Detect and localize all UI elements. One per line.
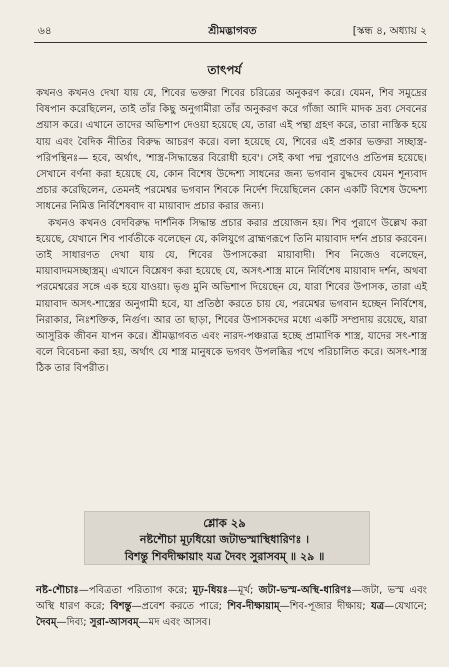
synonym-term: দৈবম্ [36,617,57,629]
synonym-term: নষ্ট-শৌচাঃ [36,585,79,596]
synonym-term: জটা-ভস্ম-অস্থি-ধারিণঃ [258,585,352,596]
synonym-term: সুরা-আসবম্ [89,617,139,629]
verse-label: শ্লোক ২৯ [203,516,246,530]
synonym-meaning: শিব-পূজার দীক্ষায়; [289,601,366,613]
synonym-term: শিব-দীক্ষায়াম্ [227,601,280,613]
verse-line-1: নষ্টশৌচা মূঢ়ধিয়ো জটাভস্মাস্থিধারিণঃ । [139,533,310,546]
synonym-meaning: মদ এবং আসব। [148,617,211,629]
synonym-meaning: জটা, ভস্ম এবং অস্থি ধারণ করে; [36,585,427,613]
page-number: ৬৪ [38,25,52,37]
chapter-reference: [স্কন্ধ ৪, অধ্যায় ২ [352,25,427,37]
synonym-term: মূঢ়-ধিয়ঃ [192,585,228,596]
purport-body [36,86,427,378]
synonyms-block: নষ্ট-শৌচাঃ—পবিত্রতা পরিত্যাগ করে; মূঢ়-ধিয়ঃ—মূর্খ; জটা-ভস্ম-অস্থি-ধারিণঃ—জটা, ভস্ম এবং অস্থি ধারণ করে; বিশন্তু—প্রবেশ করতে পারে; শিব-দীক্ষায়াম্—শিব-পূজার দীক্ষায়; যত্র—যেখানে; দৈবম্—দিব্য; সুরা-আসবম্—মদ এবং আসব। [36,585,427,629]
synonym-meaning: প্রবেশ করতে পারে; [141,601,223,613]
synonym-meaning: পবিত্রতা পরিত্যাগ করে; [88,585,188,596]
book-title: শ্রীমদ্ভাগবত [208,25,257,37]
verse-line-2: বিশন্তু শিবদীক্ষায়াং যত্র দৈবং সুরাসবম্ ॥ ২৯ ॥ [124,550,325,563]
synonym-term: বিশন্তু [110,601,132,613]
running-header [38,24,427,40]
synonym-meaning: মূর্খ; [237,585,254,596]
purport-title: তাৎপর্য [207,63,242,77]
purport-paragraph-2: কখনও কখনও বেদবিরুদ্ধ দার্শনিক সিদ্ধান্ত প্রচার করার প্রয়োজন হয়। শিব পুরাণে উল্লেখ করা হয়েছে, যেখানে শিব পার্বতীকে বলেছেন যে, কলিযুগে ব্রাহ্মণরূপে তিনি মায়াবাদ দর্শন প্রচার করবেন। তাই সাধারণত দেখা যায় যে, শিবের উপাসকেরা মায়াবাদী। শিব নিজেও বলেছেন, মায়াবাদমসচ্ছাস্ত্রম্। এখানে বিশ্লেষণ করা হয়েছে যে, অসৎ-শাস্ত্র মানে নির্বিশেষ মায়াবাদ দর্শন, অথবা পরমেশ্বরের সঙ্গে এক হয়ে যাওয়া। ভৃগু মুনি অভিশাপ দিয়েছেন যে, যারা শিবের উপাসক, তারা এই মায়াবাদ অসৎ-শাস্ত্রের অনুগামী হবে, যা প্রতিষ্ঠা করতে চায় যে, পরমেশ্বর ভগবান হচ্ছেন নির্বিশেষ, নিরাকার, নিঃশক্তিক, নির্গুণ। আর তা ছাড়া, শিবের উপাসকদের মধ্যে একটি সম্প্রদায় রয়েছে, যারা আসুরিক জীবন যাপন করে। শ্রীমদ্ভাগবত এবং নারদ-পঞ্চরাত্র হচ্ছে প্রামাণিক শাস্ত্র, যাদের সৎ-শাস্ত্র বলে বিবেচনা করা হয়, অর্থাৎ যে শাস্ত্র মানুষকে ভগবৎ উপলব্ধির পথে পরিচালিত করে। অসৎ-শাস্ত্র ঠিক তার বিপরীত। [36,217,427,375]
header-rule [34,42,427,43]
synonym-term: যত্র [370,601,385,613]
purport-paragraph-1: কখনও কখনও দেখা যায় যে, শিবের ভক্তরা শিবের চরিত্রের অনুকরণ করে। যেমন, শিব সমুদ্রের বিষপান করেছিলেন, তাই তাঁর কিছু অনুগামীরা তাঁর অনুকরণ করে গাঁজা আদি মাদক দ্রব্য সেবনের প্রয়াস করে। এখানে তাদের অভিশাপ দেওয়া হয়েছে যে, তারা এই পন্থা গ্রহণ করে, তারা নাস্তিক হয়ে যায় এবং বৈদিক নীতির বিরুদ্ধ আচরণ করে। বলা হয়েছে যে, শিবের এই প্রকার ভক্তরা সচ্ছাস্ত্র-পরিপন্থিনঃ— হবে, অর্থাৎ, 'শাস্ত্র-সিদ্ধান্তের বিরোধী হবে'। সেই কথা পদ্ম পুরাণেও প্রতিপন্ন হয়েছে। সেখানে বর্ণনা করা হয়েছে যে, কোন বিশেষ উদ্দেশ্য সাধনের জন্য ভগবান বুদ্ধদেব যেমন শূন্যবাদ প্রচার করেছিলেন, তেমনই পরমেশ্বর ভগবান শিবকে নির্দেশ দিয়েছিলেন কোন একটি বিশেষ উদ্দেশ্য সাধনের নিমিত্ত নির্বিশেষবাদ বা মায়াবাদ প্রচার করার জন্য। [36,88,427,213]
synonym-meaning: যেখানে; [394,601,427,613]
synonym-meaning: দিব্য; [66,617,87,629]
